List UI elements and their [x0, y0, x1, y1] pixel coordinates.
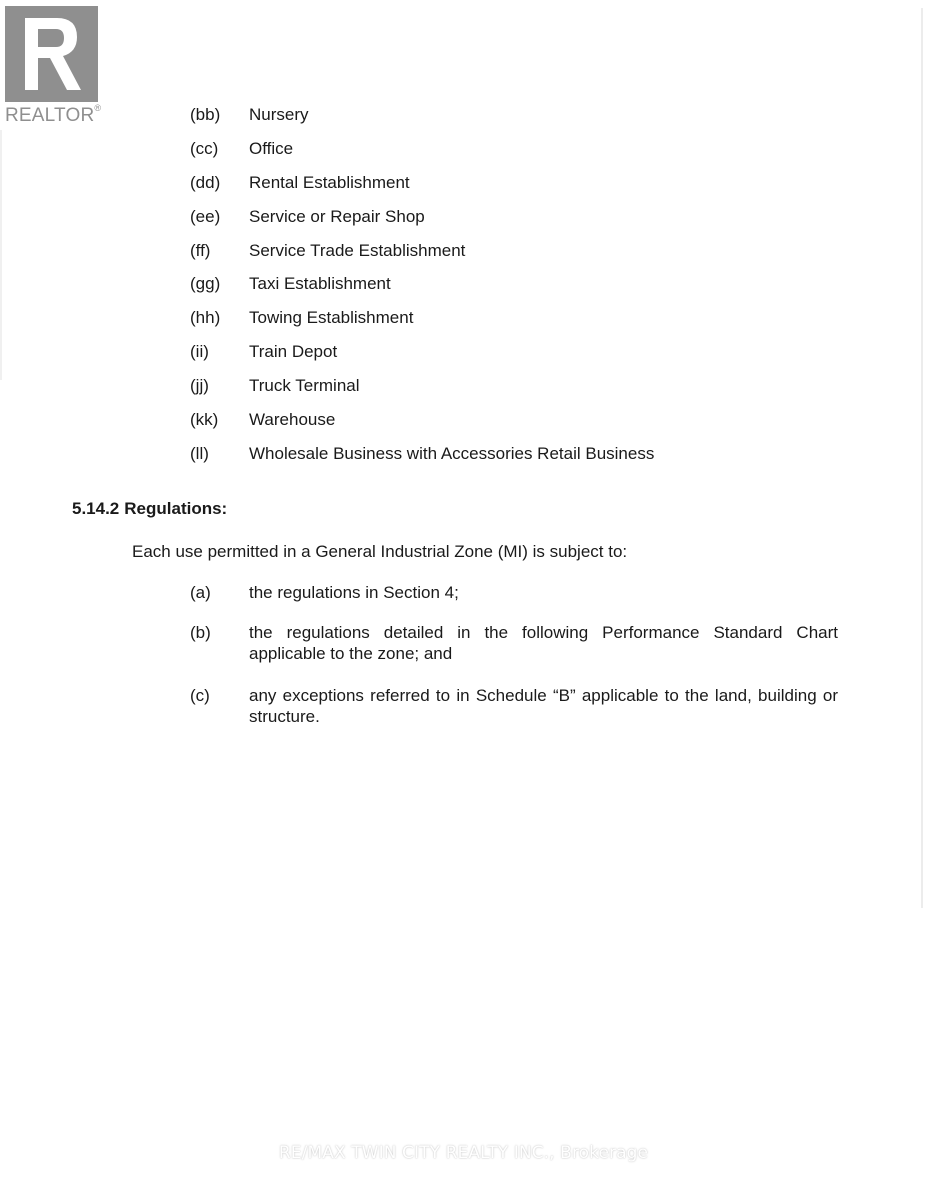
page-right-edge: [921, 8, 923, 908]
item-label: (b): [190, 623, 211, 642]
section-heading: [72, 498, 227, 520]
item-label: (ll): [190, 443, 209, 463]
realtor-r-icon: [5, 6, 98, 102]
list-item: [190, 240, 654, 274]
section-intro: Each use permitted in a General Industrial Zone (MI) is subject to:: [132, 542, 628, 561]
list-item: [190, 443, 654, 477]
item-label: (ii): [190, 342, 209, 362]
item-text: Service Trade Establishment: [249, 240, 466, 260]
list-item: [190, 375, 654, 409]
page-left-edge: [0, 130, 2, 380]
item-label: (gg): [190, 274, 221, 294]
item-text: Service or Repair Shop: [249, 206, 425, 226]
list-item: [190, 307, 654, 341]
brokerage-watermark: RE/MAX TWIN CITY REALTY INC., Brokerage: [278, 1143, 649, 1163]
item-text: Truck Terminal: [249, 376, 360, 396]
item-text: any exceptions referred to in Schedule “B” applicable to the land, building or structure.: [249, 686, 838, 726]
regulations-list: [190, 582, 838, 727]
item-label: (a): [190, 583, 211, 602]
realtor-logo: [5, 6, 100, 126]
item-label: (ee): [190, 206, 221, 226]
list-item: [190, 409, 654, 443]
list-item: [190, 622, 838, 664]
list-item: [190, 341, 654, 375]
item-text: Wholesale Business with Accessories Retail Business: [249, 443, 655, 463]
item-label: (c): [190, 686, 210, 705]
realtor-r-mark: [5, 6, 98, 102]
permitted-uses-list: [190, 104, 654, 477]
list-item: [190, 206, 654, 240]
item-label: (kk): [190, 410, 219, 430]
list-item: [190, 582, 838, 603]
item-label: (jj): [190, 376, 209, 396]
item-label: (cc): [190, 138, 219, 158]
item-text: the regulations in Section 4;: [249, 583, 459, 602]
item-text: the regulations detailed in the following Performance Standard Chart applicable to the zone; and: [249, 623, 838, 663]
realtor-wordmark: REALTOR®: [5, 103, 102, 126]
item-text: Nursery: [249, 105, 309, 124]
item-text: Towing Establishment: [249, 308, 414, 328]
list-item: [190, 273, 654, 307]
item-label: (dd): [190, 172, 221, 192]
section-title: Regulations:: [124, 499, 228, 518]
list-item: [190, 685, 838, 727]
item-text: Train Depot: [249, 342, 338, 362]
item-text: Warehouse: [249, 410, 336, 430]
item-label: (ff): [190, 240, 211, 260]
list-item: [190, 104, 654, 138]
item-text: Taxi Establishment: [249, 274, 391, 294]
list-item: [190, 138, 654, 172]
item-text: Office: [249, 138, 294, 158]
item-text: Rental Establishment: [249, 172, 410, 192]
item-label: (hh): [190, 308, 221, 328]
list-item: [190, 172, 654, 206]
section-number: 5.14.2: [72, 499, 120, 518]
item-label: (bb): [190, 105, 221, 124]
